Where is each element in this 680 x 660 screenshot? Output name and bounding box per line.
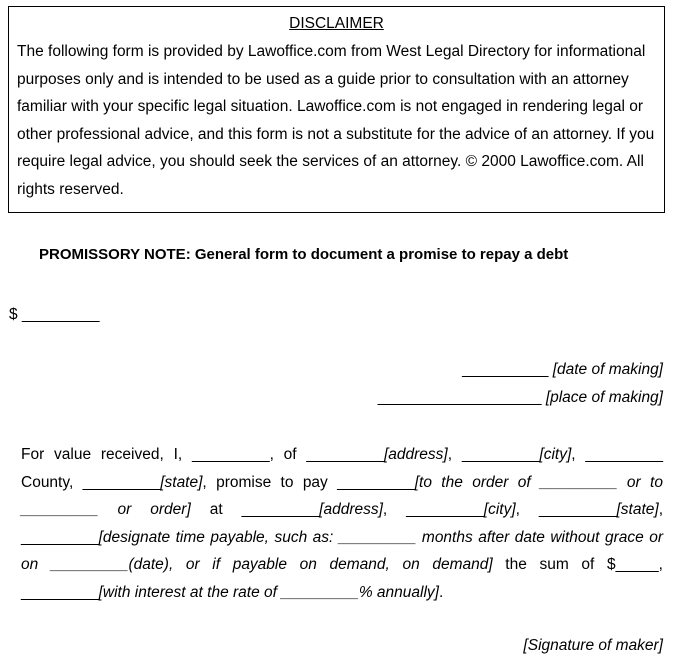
- disclaimer-text: The following form is provided by Lawoffice.com from West Legal Directory for informational purposes only and is intended to be used as a guide prior to consultation with an attorney familiar with your specific legal situation. Lawoffice.com is not engaged in rendering legal or other professional advice, and this form is not a substitute for the advice of an attorney. If you require legal advice, you should seek the services of an attorney. © 2000 Lawoffice.com. All rights reserved.: [17, 43, 655, 198]
- body-segment: , promise to pay _________: [202, 473, 415, 491]
- body-segment: at _________: [190, 501, 320, 518]
- address-label: [address]: [319, 501, 383, 518]
- body-segment: , _________ County, _________: [21, 446, 663, 491]
- order-clause: [to the order of _________ or to _________ or order]: [21, 473, 663, 518]
- body-segment: the sum of $_____, _________: [21, 556, 663, 601]
- address-label: [address]: [383, 446, 448, 463]
- amount-field: $ _________: [9, 306, 100, 323]
- city-label: [city]: [539, 446, 572, 463]
- place-blank: ___________________: [377, 389, 542, 406]
- time-payable-clause: [designate time payable, such as: _________ months after date without grace or on _________(date), or if payable on demand, on demand]: [21, 528, 663, 573]
- place-of-making-label: [place of making]: [545, 389, 663, 406]
- city-label: [city]: [483, 501, 516, 518]
- note-body: [21, 441, 663, 606]
- disclaimer-box: [8, 6, 665, 213]
- disclaimer-title: DISCLAIMER: [289, 15, 384, 32]
- promissory-note-title: PROMISSORY NOTE: General form to document a promise to repay a debt: [39, 246, 569, 263]
- body-segment: , _________: [21, 501, 664, 546]
- date-of-making-line: [462, 360, 663, 380]
- date-of-making-label: [date of making]: [552, 361, 663, 378]
- interest-clause: [with interest at the rate of _________% annually]: [98, 583, 439, 601]
- state-label: [state]: [616, 501, 659, 518]
- body-segment: , _________: [382, 501, 484, 518]
- body-segment: For value received, I, _________, of _________: [21, 446, 384, 463]
- body-segment: , _________: [515, 501, 617, 518]
- state-label: [state]: [160, 473, 203, 491]
- date-blank: __________: [462, 361, 549, 378]
- body-segment: , _________: [447, 446, 540, 463]
- place-of-making-line: [378, 388, 663, 408]
- signature-of-maker: [Signature of maker]: [523, 637, 663, 654]
- body-segment: .: [438, 583, 444, 601]
